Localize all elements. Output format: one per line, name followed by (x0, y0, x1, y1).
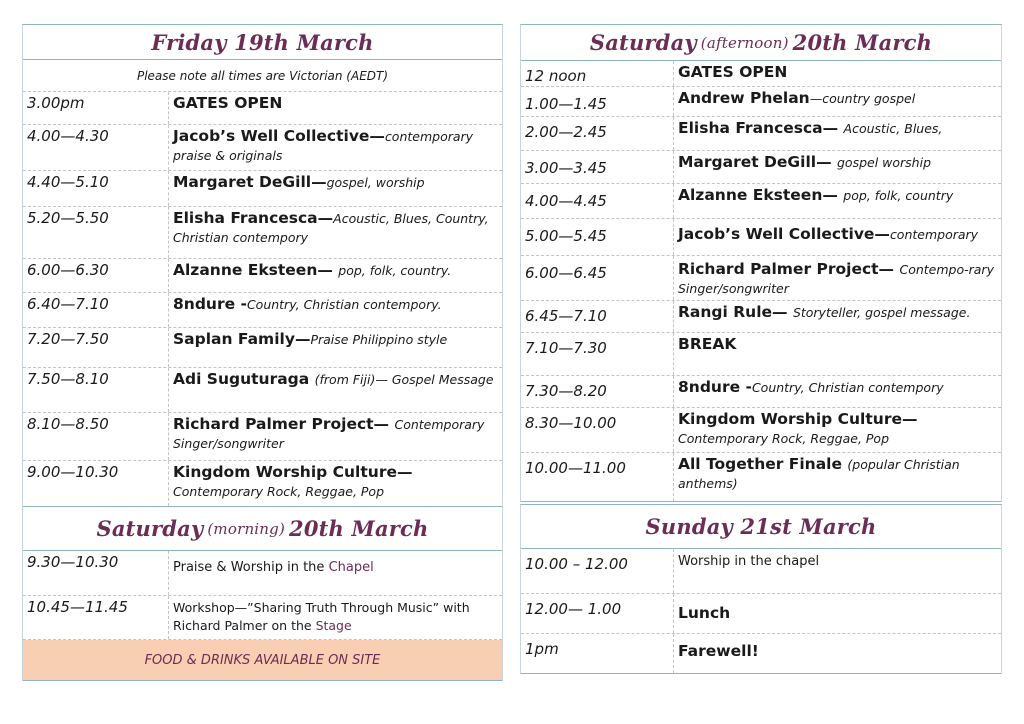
act-desc: Country, Christian contempory. (246, 297, 442, 312)
act-desc: Worship in the chapel (678, 554, 820, 569)
act-desc: contemporary (889, 227, 979, 242)
row-time: 5.00—5.45 (521, 219, 674, 255)
row-time: 6.45—7.10 (521, 301, 674, 332)
row-act (674, 376, 1001, 407)
row-act (674, 634, 1001, 673)
row-act (169, 596, 502, 639)
row-act (169, 328, 502, 367)
row-act (169, 207, 502, 258)
schedule-row (521, 594, 1001, 634)
act-desc: Storyteller, gospel message. (792, 305, 971, 320)
schedule-row (23, 596, 502, 640)
act-name: Elisha Francesca— (678, 119, 844, 137)
row-act (169, 259, 502, 292)
schedule-row (521, 219, 1001, 256)
row-time: 4.00—4.30 (23, 125, 169, 170)
row-act (674, 594, 1001, 633)
act-name: Farewell! (678, 642, 759, 660)
saturday-morning-section (22, 507, 503, 681)
act-desc: Contemporary Rock, Reggae, Pop (678, 430, 890, 446)
row-act (674, 549, 1001, 593)
act-desc: gospel worship (836, 155, 932, 170)
schedule-row (521, 61, 1001, 87)
row-time: 5.20—5.50 (23, 207, 169, 258)
act-name: Jacob’s Well Collective— (173, 127, 385, 145)
row-act (674, 219, 1001, 255)
schedule-row (521, 634, 1001, 674)
act-name: Elisha Francesca— (173, 209, 334, 227)
act-desc: pop, folk, country. (338, 263, 452, 278)
stage-link-text: Stage (315, 618, 352, 634)
row-act (169, 413, 502, 460)
act-name: Kingdom Worship Culture— (173, 463, 413, 481)
act-name: All Together Finale (678, 455, 848, 473)
row-act (169, 551, 502, 595)
schedule-row (521, 151, 1001, 184)
schedule-row (521, 333, 1001, 376)
act-name: Margaret DeGill— (173, 173, 327, 191)
act-desc: contemporary praise & originals (173, 129, 474, 163)
row-time: 1.00—1.45 (521, 87, 674, 116)
row-act (169, 461, 502, 506)
row-time: 6.40—7.10 (23, 293, 169, 327)
act-name: GATES OPEN (173, 94, 283, 112)
act-desc: Praise Philippino style (310, 332, 448, 347)
row-time: 7.20—7.50 (23, 328, 169, 367)
schedule-row (23, 92, 502, 125)
schedule-row (23, 293, 502, 328)
saturday-afternoon-section (520, 24, 1002, 502)
row-act (169, 293, 502, 327)
row-time: 9.30—10.30 (23, 551, 169, 595)
saturday-morning-title: Saturday (morning) 20th March (23, 507, 502, 551)
schedule-row (521, 408, 1001, 453)
schedule-row (521, 256, 1001, 301)
act-name: Richard Palmer Project— (678, 260, 900, 278)
row-act (169, 368, 502, 412)
schedule-row (23, 207, 502, 259)
row-time: 7.30—8.20 (521, 376, 674, 407)
saturday-afternoon-title: Saturday (afternoon) 20th March (521, 25, 1001, 61)
act-desc: Acoustic, Blues, (843, 121, 943, 136)
act-desc: Workshop—”Sharing Truth Through Music” with Richard Palmer on the (173, 600, 470, 634)
row-time: 6.00—6.30 (23, 259, 169, 292)
row-act (674, 87, 1001, 116)
row-time: 7.10—7.30 (521, 333, 674, 375)
act-desc: (from Fiji)— Gospel Message (314, 372, 494, 387)
row-time: 10.00 – 12.00 (521, 549, 674, 593)
row-act (169, 171, 502, 206)
act-desc: Contemporary Rock, Reggae, Pop (173, 483, 385, 499)
act-name: Margaret DeGill— (678, 153, 837, 171)
row-time: 3.00—3.45 (521, 151, 674, 183)
row-time: 8.10—8.50 (23, 413, 169, 460)
row-act (674, 333, 1001, 375)
act-name: Alzanne Eksteen— (173, 261, 339, 279)
row-act (169, 92, 502, 124)
right-column (520, 24, 1002, 674)
act-name: Rangi Rule— (678, 303, 793, 321)
chapel-link-text: Chapel (328, 560, 374, 575)
row-time: 12.00— 1.00 (521, 594, 674, 633)
schedule-row (23, 259, 502, 293)
act-name: Alzanne Eksteen— (678, 186, 844, 204)
schedule-row (23, 125, 502, 171)
act-name: Andrew Phelan (678, 89, 810, 107)
row-time: 4.40—5.10 (23, 171, 169, 206)
act-desc: gospel, worship (326, 175, 425, 190)
sunday-section (520, 504, 1002, 674)
act-name: Richard Palmer Project— (173, 415, 395, 433)
row-time: 10.00—11.00 (521, 453, 674, 501)
row-time: 10.45—11.45 (23, 596, 169, 639)
act-name: Kingdom Worship Culture— (678, 410, 918, 428)
act-desc: Contemporary Singer/songwriter (173, 417, 485, 451)
row-time: 1pm (521, 634, 674, 673)
schedule-row (521, 376, 1001, 408)
row-act (169, 125, 502, 170)
left-column (22, 24, 503, 681)
schedule-row (23, 413, 502, 461)
act-desc: Acoustic, Blues, Country, Christian contempory (173, 211, 489, 245)
friday-title: Friday 19th March (23, 25, 502, 60)
row-time: 7.50—8.10 (23, 368, 169, 412)
row-act (674, 408, 1001, 452)
row-time: 3.00pm (23, 92, 169, 124)
schedule-row (23, 328, 502, 368)
schedule-row (521, 549, 1001, 594)
schedule-row (23, 551, 502, 596)
act-desc: (popular Christian anthems) (678, 457, 960, 491)
row-act (674, 184, 1001, 218)
act-name: Jacob’s Well Collective— (678, 225, 890, 243)
act-name: 8ndure - (678, 378, 752, 396)
schedule-row (521, 184, 1001, 219)
row-time: 6.00—6.45 (521, 256, 674, 300)
act-name: GATES OPEN (678, 63, 788, 81)
row-time: 4.00—4.45 (521, 184, 674, 218)
act-name: Lunch (678, 604, 731, 622)
row-time: 9.00—10.30 (23, 461, 169, 506)
schedule-row (23, 368, 502, 413)
schedule-row (521, 301, 1001, 333)
friday-section (22, 24, 503, 507)
act-desc: Contempo-rary Singer/songwriter (678, 262, 994, 296)
timezone-note: Please note all times are Victorian (AEDT) (23, 60, 502, 92)
row-time: 12 noon (521, 61, 674, 86)
row-time: 2.00—2.45 (521, 117, 674, 150)
row-act (674, 117, 1001, 150)
act-desc: pop, folk, country (843, 188, 954, 203)
schedule-row (521, 117, 1001, 151)
row-act (674, 61, 1001, 86)
row-act (674, 151, 1001, 183)
sunday-title: Sunday 21st March (521, 505, 1001, 549)
row-act (674, 256, 1001, 300)
act-desc: Praise & Worship in the (173, 560, 329, 575)
act-desc: Country, Christian contempory (751, 380, 944, 395)
act-name: Saplan Family— (173, 330, 311, 348)
row-act (674, 453, 1001, 501)
act-desc: —country gospel (809, 91, 916, 106)
act-name: BREAK (678, 335, 737, 353)
schedule-row (521, 87, 1001, 117)
row-act (674, 301, 1001, 332)
schedule-row (23, 461, 502, 507)
act-name: Adi Suguturaga (173, 370, 315, 388)
row-time: 8.30—10.00 (521, 408, 674, 452)
schedule-row (23, 171, 502, 207)
act-name: 8ndure - (173, 295, 247, 313)
food-banner: FOOD & DRINKS AVAILABLE ON SITE (23, 640, 502, 681)
schedule-row (521, 453, 1001, 502)
